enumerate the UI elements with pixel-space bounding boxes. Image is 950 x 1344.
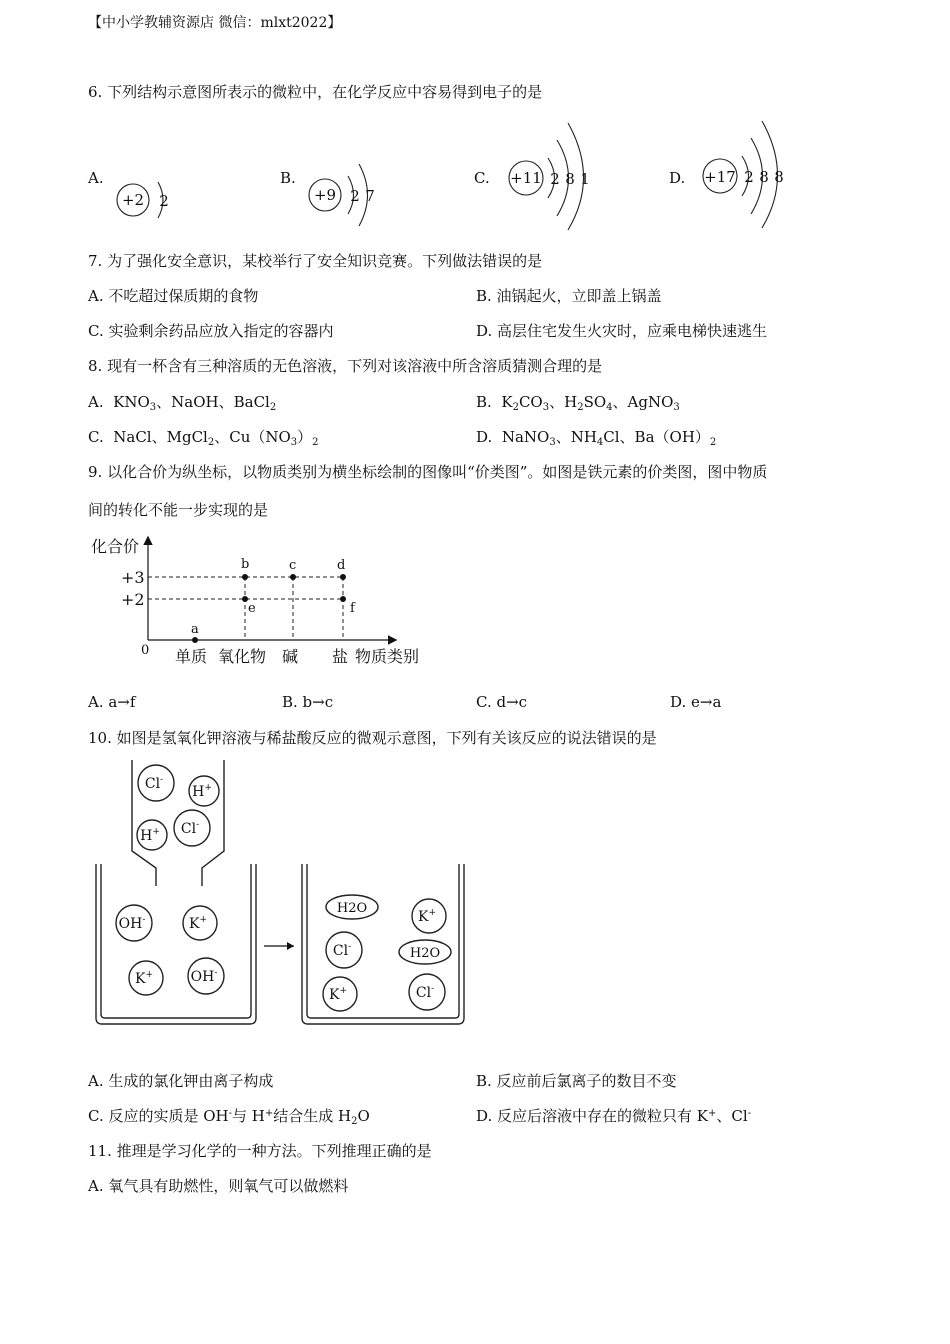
ion-h-2-symbol: H (140, 828, 153, 844)
q8-b-sub-3: 2 (577, 402, 584, 413)
q6-b-label: B. (280, 169, 296, 187)
q8-stem: 8. 现有一杯含有三种溶质的无色溶液，下列对该溶液中所含溶质猜测合理的是 (88, 357, 603, 375)
q8-d-text-2: 、NH (555, 428, 597, 446)
ion-h-2: H+ (140, 827, 160, 844)
q8-c-sub-2: 3 (290, 437, 298, 448)
label-b: b (241, 557, 250, 572)
q8-b-sub-4: 4 (606, 402, 613, 413)
q10-c-sub-3: 2 (351, 1116, 358, 1127)
q8-option-c (88, 427, 319, 447)
ion-cl-1: Cl- (144, 775, 164, 792)
q6-b-shell-2: 7 (365, 187, 375, 205)
q8-b-text-3: 、H (549, 393, 578, 411)
chart-ytick-plus3: +3 (121, 568, 145, 587)
point-c (290, 574, 296, 580)
ion-cl-1-symbol: Cl (144, 776, 161, 792)
q8-a-sub-1: 3 (149, 402, 157, 413)
q6-b-nucleus: +9 (313, 186, 337, 204)
ion-k-2: K+ (134, 970, 154, 987)
q11-option-a: A. 氧气具有助燃性，则氧气可以做燃料 (88, 1177, 349, 1195)
q8-b-sub-1: 2 (512, 402, 519, 413)
q10-c-text-3: 结合生成 H (273, 1107, 352, 1125)
ion-h-1-symbol: H (192, 784, 205, 800)
ion-h-1: H+ (192, 783, 212, 800)
q9-valence-chart (85, 532, 430, 672)
q8-b-sub-5: 3 (673, 402, 680, 413)
ion-cl-3-symbol: Cl (332, 943, 349, 959)
ion-oh-1-symbol: OH (118, 916, 143, 932)
q6-a-nucleus: +2 (121, 191, 145, 209)
chart-xcat-base: 碱 (282, 647, 299, 666)
chart-xlabel: 物质类别 (355, 647, 420, 666)
chart-xcat-salt: 盐 (332, 647, 349, 666)
q8-c-text-1: NaCl、MgCl (113, 428, 208, 446)
q8-b-label: B. (476, 393, 492, 411)
q8-c-sub-1: 2 (207, 437, 215, 448)
q8-b-text-4: SO (583, 393, 607, 411)
ion-k-4-symbol: K (328, 987, 340, 1003)
q8-d-sub-1: 3 (549, 437, 556, 448)
ion-cl-4-symbol: Cl (415, 985, 432, 1001)
q8-b-sub-2: 3 (542, 402, 550, 413)
q10-option-a: A. 生成的氯化钾由离子构成 (88, 1072, 274, 1090)
label-d: d (337, 558, 346, 573)
q8-option-a (88, 392, 276, 412)
q10-d-text-2: 、Cl (716, 1107, 748, 1125)
chart-ytick-plus2: +2 (121, 590, 145, 609)
q10-d-text-1: D. 反应后溶液中存在的微粒只有 K (476, 1107, 709, 1125)
point-a (192, 637, 198, 643)
q8-a-sub-2: 2 (269, 402, 277, 413)
q8-d-text-3: Cl、Ba（OH） (603, 428, 710, 446)
ion-k-3: K+ (417, 908, 437, 925)
chart-xcat-oxide: 氧化物 (218, 647, 267, 666)
q8-a-text-2: 、NaOH、BaCl (156, 393, 270, 411)
q6-d-shell-3: 8 (774, 168, 784, 186)
q6-c-nucleus: +11 (510, 169, 542, 187)
q10-option-c (88, 1106, 370, 1126)
q6-c-label: C. (474, 169, 490, 187)
q11-stem: 11. 推理是学习化学的一种方法。下列推理正确的是 (88, 1142, 432, 1160)
ion-cl-2: Cl- (180, 820, 200, 837)
q6-c-shell-2: 8 (565, 170, 575, 188)
ion-k-4: K+ (328, 986, 348, 1003)
q6-c-shell-3: 1 (580, 170, 590, 188)
chart-ylabel: 化合价 (91, 537, 140, 556)
ion-k-3-symbol: K (417, 909, 429, 925)
q10-d-sup-2: - (747, 1108, 752, 1119)
q9-stem-line-1: 9. 以化合价为纵坐标，以物质类别为横坐标绘制的图像叫“价类图”。如图是铁元素的价类图，图中物质 (88, 463, 768, 481)
point-b (242, 574, 248, 580)
q6-d-shell-1: 2 (744, 168, 754, 186)
q10-c-text-1: C. 反应的实质是 OH (88, 1107, 229, 1125)
q8-d-sub-2: 4 (596, 437, 604, 448)
ion-oh-2: OH- (190, 968, 218, 985)
q8-c-label: C. (88, 428, 104, 446)
point-d (340, 574, 346, 580)
q10-stem: 10. 如图是氢氧化钾溶液与稀盐酸反应的微观示意图，下列有关该反应的说法错误的是 (88, 729, 657, 747)
q8-c-sub-3: 2 (312, 437, 319, 448)
molecule-h2o-1: H2O (336, 901, 368, 916)
q10-c-text-2: 与 H (232, 1107, 265, 1125)
q8-option-b (476, 392, 680, 412)
q10-c-sup-1: - (228, 1108, 233, 1119)
q7-option-d: D. 高层住宅发生火灾时，应乘电梯快速逃生 (476, 322, 768, 340)
chart-origin: 0 (141, 643, 150, 658)
q8-d-sub-3: 2 (709, 437, 717, 448)
q9-option-a: A. a→f (88, 693, 136, 711)
q8-b-text-5: 、AgNO (612, 393, 674, 411)
q6-d-nucleus: +17 (704, 168, 736, 186)
q7-option-a: A. 不吃超过保质期的食物 (88, 287, 259, 305)
q10-d-sup-1: + (708, 1108, 717, 1119)
q9-stem-line-2: 间的转化不能一步实现的是 (88, 501, 269, 519)
label-a: a (191, 622, 199, 637)
q10-c-sup-2: + (264, 1108, 274, 1119)
chart-xcat-elemental: 单质 (175, 647, 208, 666)
q10-option-d (476, 1106, 751, 1126)
q8-c-text-3: ） (297, 428, 313, 446)
q8-a-label: A. (88, 393, 104, 411)
label-c: c (289, 558, 297, 573)
ion-oh-1: OH- (118, 915, 146, 932)
ion-k-1: K+ (188, 915, 208, 932)
q8-d-text-1: NaNO (501, 428, 550, 446)
point-f (340, 596, 346, 602)
q8-c-text-2: 、Cu（NO (214, 428, 291, 446)
q9-option-c: C. d→c (476, 693, 528, 711)
q7-option-b: B. 油锅起火，立即盖上锅盖 (476, 287, 662, 305)
q10-reaction-diagram (90, 756, 475, 1031)
molecule-h2o-2: H2O (409, 946, 441, 961)
q6-b-shell-1: 2 (350, 187, 360, 205)
q6-d-label: D. (669, 169, 686, 187)
ion-k-2-symbol: K (134, 971, 146, 987)
page-header: 【中小学教辅资源店 微信：mlxt2022】 (88, 15, 342, 31)
ion-oh-2-symbol: OH (190, 969, 215, 985)
q8-b-text-2: CO (518, 393, 543, 411)
q6-d-shell-2: 8 (759, 168, 769, 186)
q6-a-label: A. (88, 169, 104, 187)
label-e: e (248, 601, 256, 616)
ion-cl-4: Cl- (415, 984, 435, 1001)
q7-option-c: C. 实验剩余药品应放入指定的容器内 (88, 322, 334, 340)
label-f: f (350, 601, 355, 616)
q8-option-d (476, 427, 716, 447)
ion-cl-3: Cl- (332, 942, 352, 959)
q7-stem: 7. 为了强化安全意识，某校举行了安全知识竞赛。下列做法错误的是 (88, 252, 543, 270)
ion-k-1-symbol: K (188, 916, 200, 932)
q6-atom-diagrams (80, 118, 840, 236)
q10-option-b: B. 反应前后氯离子的数目不变 (476, 1072, 677, 1090)
q8-a-text-1: KNO (113, 393, 150, 411)
q6-a-shell-1: 2 (159, 192, 169, 210)
q8-b-text-1: K (501, 393, 513, 411)
q6-stem: 6. 下列结构示意图所表示的微粒中，在化学反应中容易得到电子的是 (88, 83, 543, 101)
q6-c-shell-1: 2 (550, 170, 560, 188)
ion-cl-2-symbol: Cl (180, 821, 197, 837)
q10-c-text-4: O (357, 1107, 370, 1125)
q9-option-b: B. b→c (282, 693, 334, 711)
q9-option-d: D. e→a (670, 693, 722, 711)
q8-d-label: D. (476, 428, 493, 446)
